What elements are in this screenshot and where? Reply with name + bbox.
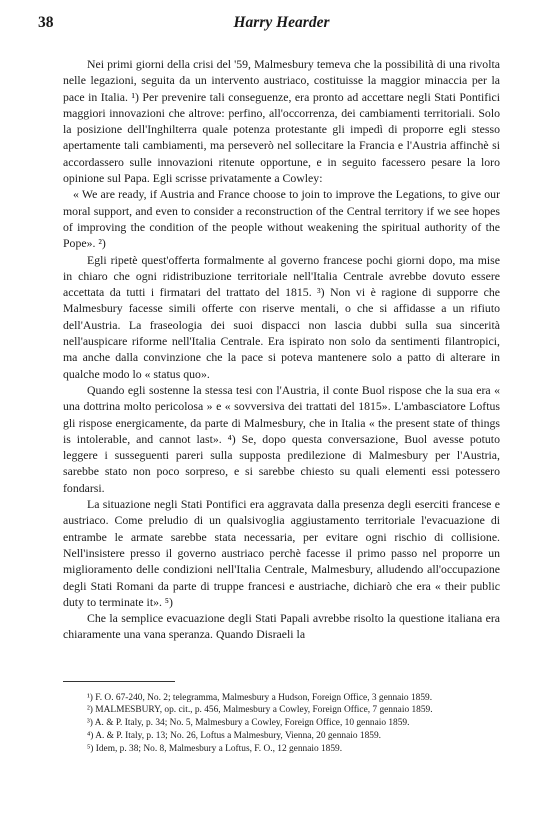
paragraph: Egli ripetè quest'offerta formalmente al governo francese pochi giorni dopo, ma mise in chiaro che ogni ridistribuzione territoriale nell'Italia Centrale avrebbe dovuto essere accettata da tutti i firmatari del trattato del 1815. ³) Non vi è ragione di supporre che Malmesbury facesse simili offerte con riserve mentali, o che si affidasse a un rifiuto dell'Austria. La fraseologia dei suoi dispacci non lascia dubbi sulla sua sincerità nell'auspicare riforme nell'Italia Centrale. Era ispirato non solo da sentimenti filantropici, ma anche dalla convinzione che la pace si poteva mantenere solo a patto di alterare in qualche modo lo « status quo». [63,252,500,381]
footnote: ⁵) Idem, p. 38; No. 8, Malmesbury a Loftus, F. O., 12 gennaio 1859. [87,743,343,754]
footnote-separator [63,681,175,682]
page-header [38,14,500,40]
footnote: ³) A. & P. Italy, p. 34; No. 5, Malmesbury a Cowley, Foreign Office, 10 gennaio 1859. [87,718,410,729]
body-text [63,56,500,643]
footnote: ⁴) A. & P. Italy, p. 13; No. 26, Loftus a Malmesbury, Vienna, 20 gennaio 1859. [87,730,381,741]
page-number: 38 [38,14,54,31]
block-quote: « We are ready, if Austria and France choose to join to improve the Legations, to give our moral support, and even to consider a reconstruction of the Central territory if we see hopes of improving the condition of the people without weakening the spiritual authority of the Pope». ²) [63,187,500,251]
paragraph: Che la semplice evacuazione degli Stati Papali avrebbe risolto la questione italiana era chiaramente una vana speranza. Quando Disraeli la [63,611,500,642]
paragraph: Nei primi giorni della crisi del '59, Malmesbury temeva che la possibilità di una rivolta nelle legazioni, seguita da un intervento austriaco, costituisse la maggior minaccia per la pace in Italia. ¹) Per prevenire tali conseguenze, era pronto ad accettare negli Stati Pontifici maggiori innovazioni che altrove: perfino, all'occorrenza, dei cambiamenti territoriali. Solo la posizione dell'Inghilterra quale potenza protestante gli impedì di proporre egli stesso apertamente tali cambiamenti, ma perseverò nel sollecitare la Francia e l'Austria affinchè si accordassero sulle innovazioni ritenute opportune, e in seguito facessero pesare la loro opinione sul Papa. Egli scrisse privatamente a Cowley: [63,57,500,186]
paragraph: La situazione negli Stati Pontifici era aggravata dalla presenza degli eserciti francese e austriaco. Come preludio di un qualsivoglia aggiustamento territoriale l'evacuazione di entrambe le armate sarebbe stata necessaria, per evitare ogni rischio di collisione. Nell'insistere presso il governo austriaco perchè facesse il primo passo nel proporre un miglioramento delle condizioni nell'Italia Centrale, Malmesbury, alludendo all'occupazione degli Stati Romani da parte di truppe francesi e austriache, dichiarò che era « their public duty to terminate it». ⁵) [63,497,500,609]
footnote: ¹) F. O. 67-240, No. 2; telegramma, Malmesbury a Hudson, Foreign Office, 3 gennaio 1859. [87,692,433,703]
footnote: ²) MALMESBURY, op. cit., p. 456, Malmesbury a Cowley, Foreign Office, 7 gennaio 1859. [87,705,433,716]
running-head: Harry Hearder [233,14,330,31]
footnotes [63,692,500,756]
paragraph: Quando egli sostenne la stessa tesi con l'Austria, il conte Buol rispose che la sua era « una dottrina molto pericolosa » e « sovversiva dei trattati del 1815». L'ambasciatore Loftus gli rispose energicamente, da parte di Malmesbury, che in Italia « the present state of things is intolerable, and cannot last». ⁴) Se, dopo questa conversazione, Buol avesse potuto leggere i susseguenti pareri sulla supposta predilezione di Malmesbury per l'Austria, sarebbe stato non poco sorpreso, e si sarebbe chiesto su quali elementi essi potessero fondarsi. [63,382,500,495]
